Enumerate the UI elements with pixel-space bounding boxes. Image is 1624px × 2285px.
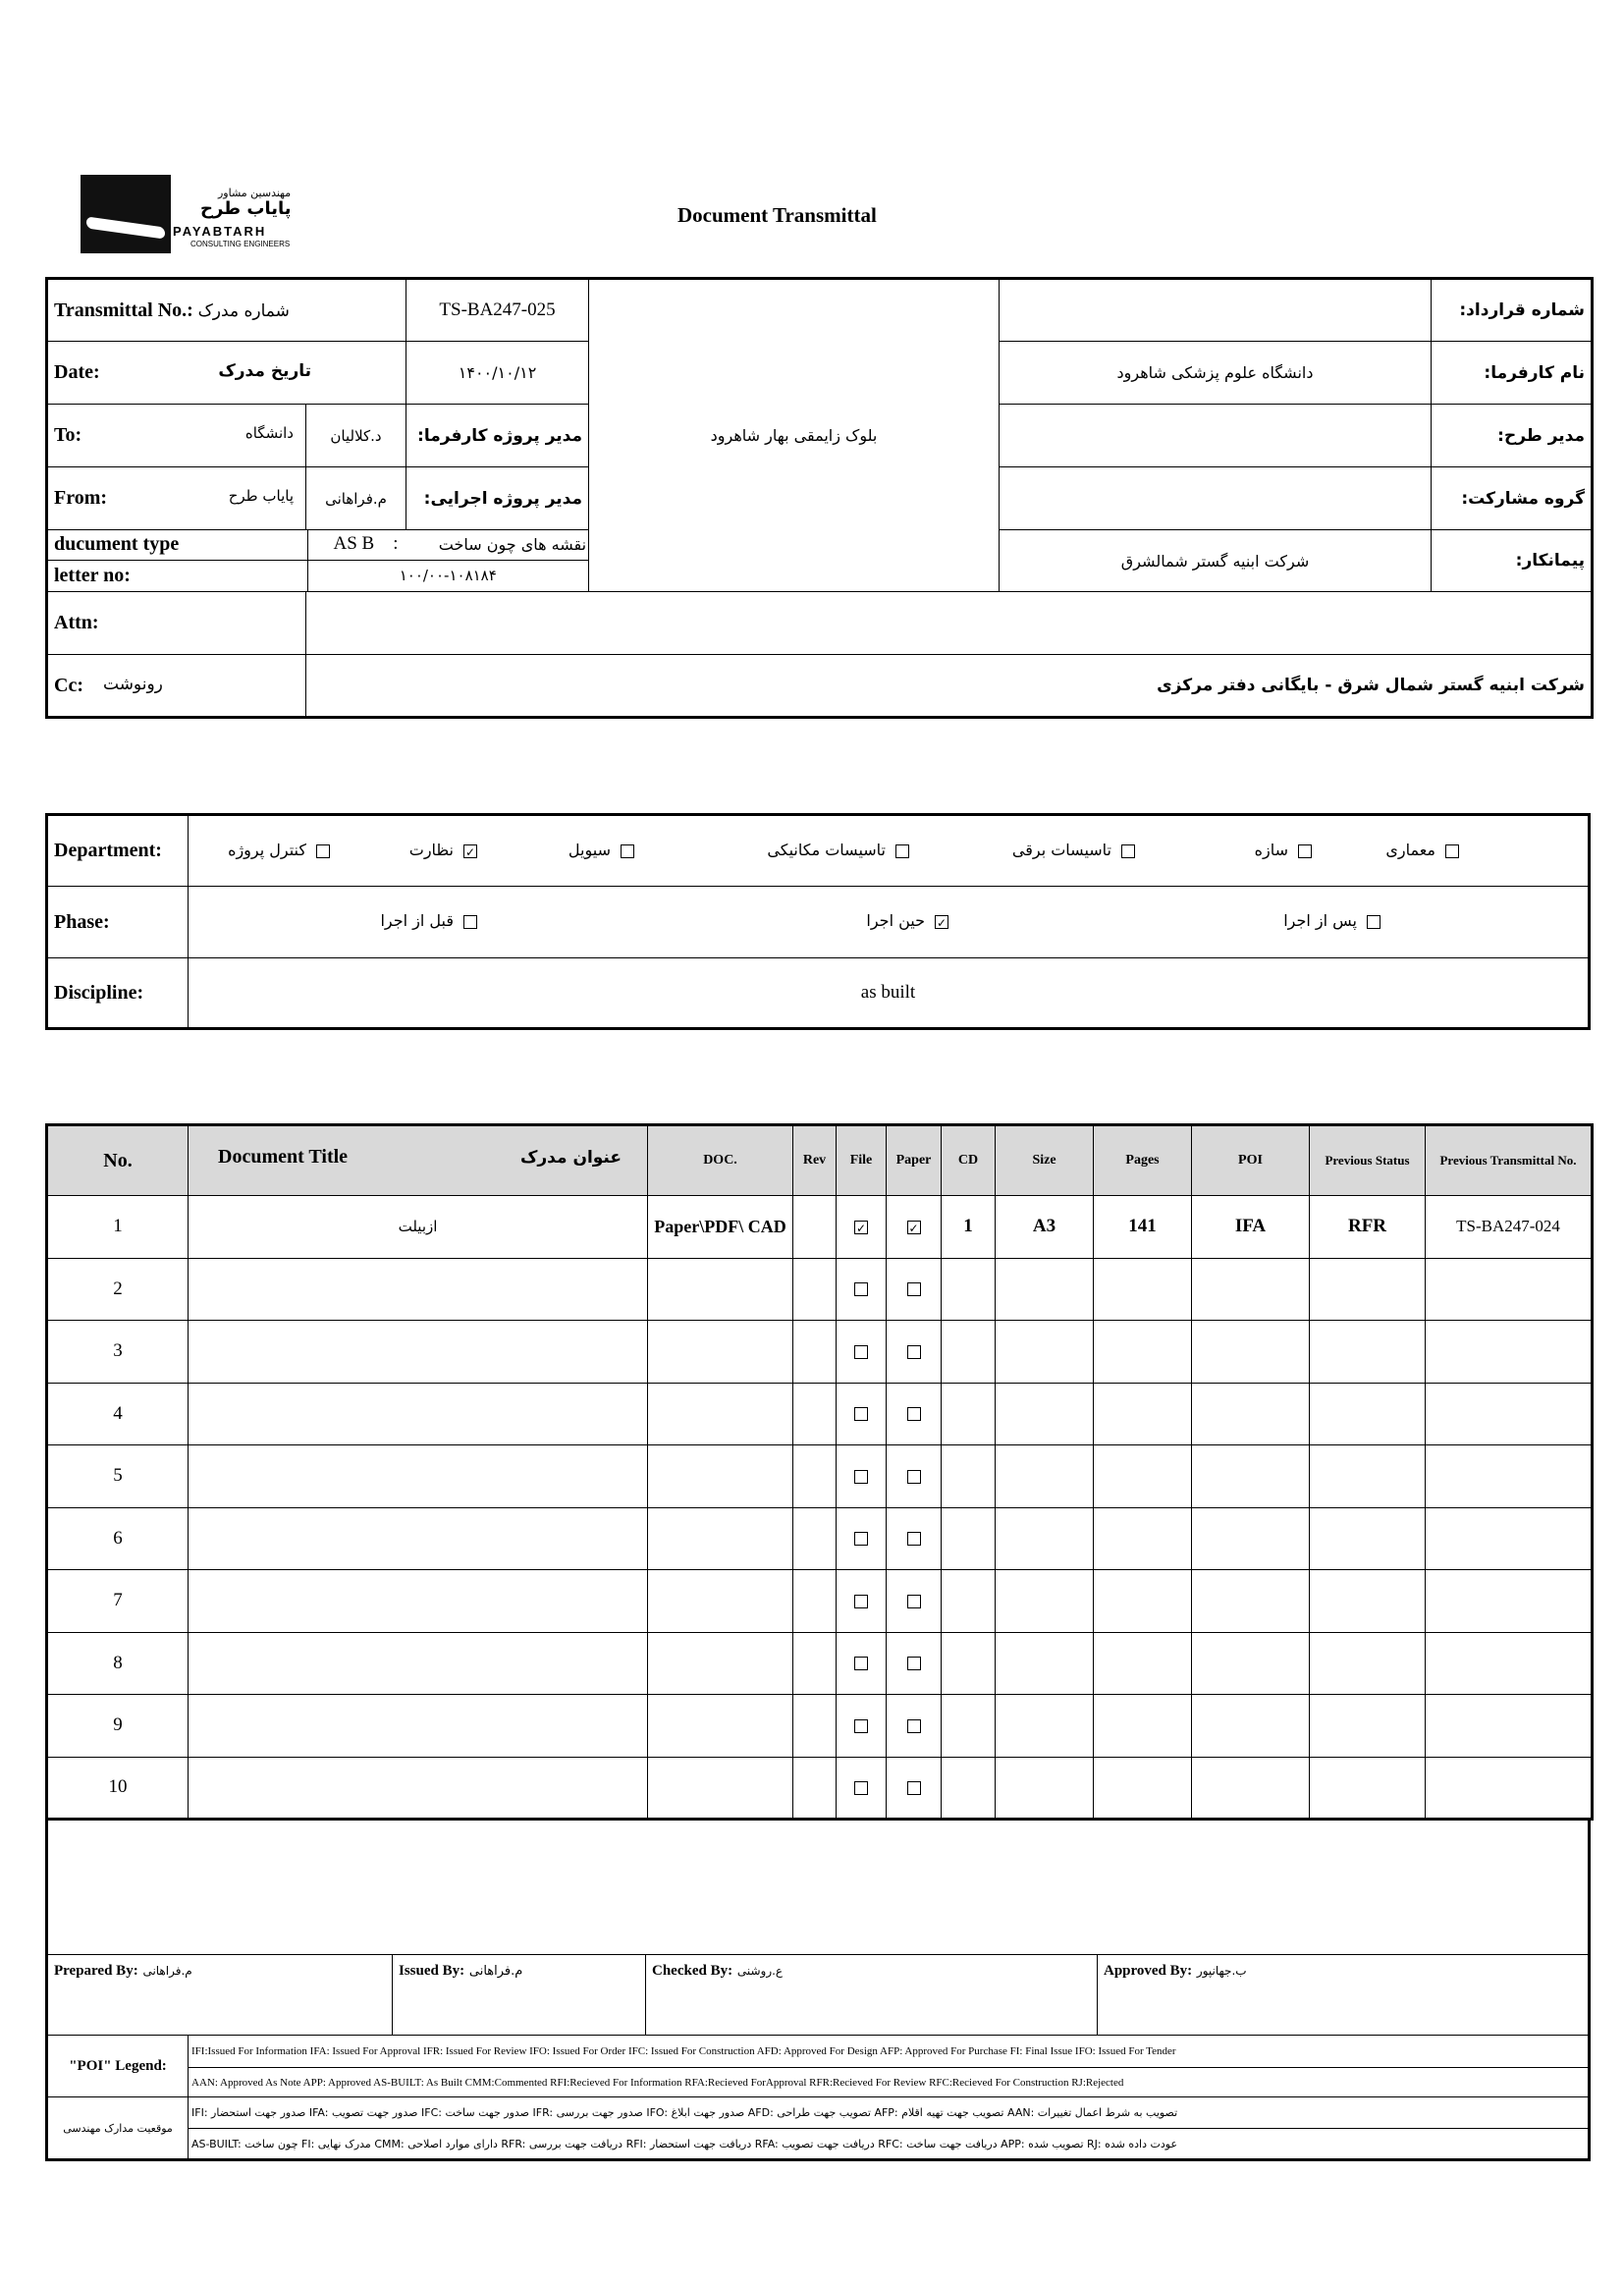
file-checkbox[interactable]: ✓	[855, 1221, 867, 1235]
file-checkbox[interactable]	[854, 1657, 868, 1670]
cell-no: 2	[47, 1258, 189, 1321]
cell-file	[837, 1196, 887, 1259]
contractor: شرکت ابنیه گستر شمالشرق	[1000, 530, 1432, 592]
cell-poi	[1192, 1445, 1310, 1508]
cell-pages	[1094, 1321, 1192, 1384]
header-table	[45, 277, 1594, 719]
col-size: Size	[996, 1125, 1094, 1196]
phase-checkbox[interactable]	[463, 915, 477, 929]
cell-file	[837, 1258, 887, 1321]
cell-poi	[1192, 1321, 1310, 1384]
cell-doc	[648, 1321, 793, 1384]
cell-paper	[887, 1196, 942, 1259]
cell-prev-trans	[1426, 1695, 1593, 1758]
attn-label: Attn:	[47, 592, 306, 655]
cell-rev	[793, 1321, 837, 1384]
cell-prev-status	[1310, 1445, 1426, 1508]
design-manager-label: مدیر طرح:	[1432, 405, 1593, 467]
cell-file	[837, 1507, 887, 1570]
cell-poi	[1192, 1757, 1310, 1820]
doc-type-cell	[307, 530, 588, 560]
cell-title	[189, 1383, 648, 1445]
transmittal-no-label-fa: شماره مدرک	[197, 300, 290, 321]
cell-paper	[887, 1757, 942, 1820]
issued-by-cell	[393, 1955, 646, 2036]
cell-cd	[942, 1695, 996, 1758]
to-label: To:	[54, 424, 82, 446]
cell-rev	[793, 1196, 837, 1259]
legend-line3: IFI: صدور جهت استحضار IFA: صدور جهت تصویب IFC: صدور جهت ساخت IFR: صدور جهت بررسی IFO: صدور جهت ابلاغ AFD: تصویب جهت طراحی AFP: تصویب جهت تهیه اقلام AAN: تصویب به شرط اعمال تغییرات	[189, 2097, 1590, 2129]
cell-cd	[942, 1507, 996, 1570]
cell-prev-status	[1310, 1570, 1426, 1633]
cell-poi	[1192, 1507, 1310, 1570]
cell-cd	[942, 1321, 996, 1384]
cell-no: 7	[47, 1570, 189, 1633]
partner-label: گروه مشارکت:	[1432, 467, 1593, 530]
cell-prev-trans	[1426, 1570, 1593, 1633]
cell-prev-status	[1310, 1632, 1426, 1695]
cell-poi	[1192, 1383, 1310, 1445]
col-no: No.	[47, 1125, 189, 1196]
checked-by-label: Checked By:	[652, 1963, 733, 1979]
col-file: File	[837, 1125, 887, 1196]
department-option[interactable]	[350, 840, 477, 861]
date-value: ۱۴۰۰/۱۰/۱۲	[406, 342, 589, 405]
col-paper: Paper	[887, 1125, 942, 1196]
logo-fa-line1: مهندسین مشاور	[218, 187, 292, 199]
partner	[1000, 467, 1432, 530]
phase-option-label: قبل از اجرا	[380, 911, 454, 930]
cell-paper	[887, 1321, 942, 1384]
project-name: بلوک زایمقی بهار شاهرود	[589, 279, 1000, 592]
cell-rev	[793, 1757, 837, 1820]
cell-file	[837, 1757, 887, 1820]
to-person: د.کلالیان	[306, 405, 406, 467]
contract-no	[1000, 279, 1432, 342]
table-row	[47, 1321, 1593, 1384]
paper-checkbox[interactable]	[907, 1345, 921, 1359]
legend-line2: AAN: Approved As Note APP: Approved AS-BUILT: As Built CMM:Commented RFI:Recieved For Information RFA:Recieved ForApproval RFR:Recieved For Review RFC:Recieved For Construction RJ:Rejected	[189, 2068, 1590, 2097]
attn-value	[306, 592, 1593, 655]
cell-title	[189, 1258, 648, 1321]
footer-table	[45, 1818, 1591, 2161]
cell-title: ازبیلت	[189, 1196, 648, 1259]
col-title-en: Document Title	[218, 1146, 349, 1168]
department-checkbox[interactable]: ✓	[464, 844, 476, 859]
phase-options	[189, 887, 1588, 957]
checked-by: ع.روشنی	[736, 1964, 784, 1978]
cell-pages	[1094, 1570, 1192, 1633]
cell-size	[996, 1570, 1094, 1633]
departments-cell	[189, 815, 1590, 887]
legend-fa-label: موقعیت مدارک مهندسی	[47, 2097, 189, 2160]
cell-paper	[887, 1695, 942, 1758]
doc-type-subtable	[48, 530, 588, 591]
cell-paper	[887, 1632, 942, 1695]
cell-file	[837, 1632, 887, 1695]
cell-paper	[887, 1258, 942, 1321]
logo-fa-line2: پایاب طرح	[200, 198, 292, 219]
paper-checkbox[interactable]	[907, 1781, 921, 1795]
cell-prev-trans	[1426, 1632, 1593, 1695]
cell-prev-status: RFR	[1310, 1196, 1426, 1259]
cell-title	[189, 1757, 648, 1820]
prepared-by: م.فراهانی	[142, 1964, 192, 1978]
page-title: Document Transmittal	[677, 203, 877, 227]
client-label: نام کارفرما:	[1432, 342, 1593, 405]
cc-label-fa: رونوشت	[103, 675, 163, 694]
document-table	[45, 1123, 1594, 1821]
col-title-fa: عنوان مدرک	[519, 1148, 622, 1168]
cell-doc	[648, 1383, 793, 1445]
cell-paper	[887, 1383, 942, 1445]
phase-option-label: پس از اجرا	[1283, 911, 1357, 930]
cell-rev	[793, 1632, 837, 1695]
department-checkbox[interactable]	[1121, 844, 1135, 858]
legend-line1: IFI:Issued For Information IFA: Issued For Approval IFR: Issued For Review IFO: Issued For Order IFC: Issued For Construction AFD: Approved For Design AFP: Approved For Purchase FI: Final Issue IFO: Issued For Tender	[189, 2036, 1590, 2068]
col-prev-trans: Previous Transmittal No.	[1426, 1125, 1593, 1196]
department-checkbox[interactable]	[316, 844, 330, 858]
contractor-label: پیمانکار:	[1432, 530, 1593, 592]
cell-prev-trans	[1426, 1757, 1593, 1820]
cell-cd	[942, 1632, 996, 1695]
department-option[interactable]	[1331, 840, 1459, 861]
cell-poi	[1192, 1570, 1310, 1633]
date-label-cell	[47, 342, 406, 405]
client-pm-label: مدیر پروژه کارفرما:	[406, 405, 589, 467]
cell-pages	[1094, 1632, 1192, 1695]
doc-type-label: ducument type	[48, 530, 307, 560]
cell-no: 3	[47, 1321, 189, 1384]
table-row	[47, 1196, 1593, 1259]
department-option-label: تاسیسات برقی	[1011, 841, 1111, 859]
cell-pages	[1094, 1757, 1192, 1820]
col-pages: Pages	[1094, 1125, 1192, 1196]
col-doc: DOC.	[648, 1125, 793, 1196]
cell-size: A3	[996, 1196, 1094, 1259]
cell-pages	[1094, 1507, 1192, 1570]
phase-option[interactable]	[821, 910, 948, 932]
contract-no-label: شماره قرارداد:	[1432, 279, 1593, 342]
cell-size	[996, 1507, 1094, 1570]
col-title	[189, 1125, 648, 1196]
department-option-label: نظارت	[408, 841, 454, 859]
cell-size	[996, 1695, 1094, 1758]
legend-line4: AS-BUILT: چون ساخت FI: مدرک نهایی CMM: دارای موارد اصلاحی RFR: دریافت جهت بررسی RFI: دریافت جهت استحضار RFA: دریافت جهت تصویب RFC: دریافت جهت ساخت APP: تصویب شده RJ: عودت داده شده	[189, 2129, 1590, 2160]
cell-size	[996, 1383, 1094, 1445]
cell-prev-status	[1310, 1507, 1426, 1570]
design-manager	[1000, 405, 1432, 467]
department-label: Department:	[47, 815, 189, 887]
col-rev: Rev	[793, 1125, 837, 1196]
transmittal-no: TS-BA247-025	[406, 279, 589, 342]
paper-checkbox[interactable]	[907, 1719, 921, 1733]
letter-no: ۱۰۰/۰۰-۱۰۸۱۸۴	[307, 560, 588, 591]
phase-option[interactable]	[1253, 910, 1380, 932]
phases-cell	[189, 887, 1590, 958]
paper-checkbox[interactable]	[907, 1407, 921, 1421]
table-row	[47, 1507, 1593, 1570]
cell-no: 5	[47, 1445, 189, 1508]
col-prev-status: Previous Status	[1310, 1125, 1426, 1196]
department-option-label: معماری	[1385, 841, 1435, 859]
classification-table	[45, 813, 1591, 1030]
paper-checkbox[interactable]	[907, 1470, 921, 1484]
from-person: م.فراهانی	[306, 467, 406, 530]
date-label: Date:	[54, 361, 100, 383]
issued-by: م.فراهانی	[468, 1964, 523, 1979]
cell-rev	[793, 1258, 837, 1321]
cell-rev	[793, 1445, 837, 1508]
transmittal-no-label-cell	[47, 279, 406, 342]
cell-title	[189, 1570, 648, 1633]
cell-cd	[942, 1445, 996, 1508]
file-checkbox[interactable]	[854, 1470, 868, 1484]
cell-doc	[648, 1258, 793, 1321]
phase-checkbox[interactable]: ✓	[936, 915, 947, 930]
cell-poi	[1192, 1258, 1310, 1321]
cell-pages	[1094, 1258, 1192, 1321]
file-checkbox[interactable]	[854, 1345, 868, 1359]
department-option[interactable]	[767, 840, 909, 861]
cell-pages: 141	[1094, 1196, 1192, 1259]
table-row	[47, 1445, 1593, 1508]
phase-option-label: حین اجرا	[866, 911, 925, 930]
department-option-label: کنترل پروژه	[228, 841, 306, 859]
exec-pm-label: مدیر پروژه اجرایی:	[406, 467, 589, 530]
approved-by: ب.جهانپور	[1196, 1964, 1247, 1978]
cell-cd	[942, 1258, 996, 1321]
from-cell	[47, 467, 306, 530]
file-checkbox[interactable]	[854, 1532, 868, 1546]
table-row	[47, 1632, 1593, 1695]
cell-paper	[887, 1507, 942, 1570]
doc-type-value: AS B :	[333, 533, 399, 554]
cell-prev-trans	[1426, 1383, 1593, 1445]
table-row	[47, 1570, 1593, 1633]
table-row	[47, 1383, 1593, 1445]
cc-value: شرکت ابنیه گستر شمال شرق - بایگانی دفتر مرکزی	[306, 655, 1593, 718]
cell-prev-trans: TS-BA247-024	[1426, 1196, 1593, 1259]
discipline-label: Discipline:	[47, 958, 189, 1029]
department-option[interactable]	[1007, 840, 1135, 861]
cell-cd	[942, 1757, 996, 1820]
letter-no-label: letter no:	[48, 560, 307, 591]
logo-mark	[81, 175, 171, 253]
doc-type-fa: نقشه های چون ساخت	[438, 535, 587, 554]
cc-label: Cc:	[54, 674, 83, 696]
department-option-label: سیویل	[568, 841, 611, 859]
cell-prev-trans	[1426, 1321, 1593, 1384]
client-name: دانشگاه علوم پزشکی شاهرود	[1000, 342, 1432, 405]
date-label-fa: تاریخ مدرک	[218, 361, 312, 381]
phase-checkbox[interactable]	[1367, 915, 1380, 929]
department-checkbox[interactable]	[895, 844, 909, 858]
blank-area	[47, 1820, 1590, 1955]
cell-doc	[648, 1570, 793, 1633]
cell-prev-status	[1310, 1383, 1426, 1445]
cell-doc	[648, 1757, 793, 1820]
department-option-label: تاسیسات مکانیکی	[767, 841, 886, 859]
file-checkbox[interactable]	[854, 1595, 868, 1608]
cell-prev-status	[1310, 1757, 1426, 1820]
file-checkbox[interactable]	[854, 1781, 868, 1795]
table-row	[47, 1258, 1593, 1321]
phase-label: Phase:	[47, 887, 189, 958]
cell-rev	[793, 1507, 837, 1570]
table-row	[47, 1757, 1593, 1820]
cell-file	[837, 1695, 887, 1758]
issued-by-label: Issued By:	[399, 1963, 465, 1979]
paper-checkbox[interactable]: ✓	[908, 1221, 919, 1235]
cell-paper	[887, 1445, 942, 1508]
phase-option[interactable]	[350, 910, 477, 932]
file-checkbox[interactable]	[854, 1719, 868, 1733]
cell-size	[996, 1757, 1094, 1820]
cell-doc	[648, 1632, 793, 1695]
approved-by-cell	[1098, 1955, 1590, 2036]
department-option[interactable]	[1184, 840, 1312, 861]
cell-no: 6	[47, 1507, 189, 1570]
cell-poi	[1192, 1695, 1310, 1758]
department-option-label: سازه	[1254, 841, 1288, 859]
doc-type-letter-cell	[47, 530, 589, 592]
cell-file	[837, 1321, 887, 1384]
department-checkbox[interactable]	[1298, 844, 1312, 858]
cell-prev-status	[1310, 1258, 1426, 1321]
cell-no: 4	[47, 1383, 189, 1445]
paper-checkbox[interactable]	[907, 1657, 921, 1670]
from-label: From:	[54, 487, 108, 509]
prepared-by-label: Prepared By:	[54, 1963, 138, 1979]
file-checkbox[interactable]	[854, 1282, 868, 1296]
department-checkbox[interactable]	[1445, 844, 1459, 858]
cell-file	[837, 1445, 887, 1508]
cell-rev	[793, 1383, 837, 1445]
cell-prev-trans	[1426, 1507, 1593, 1570]
to-cell	[47, 405, 306, 467]
cell-cd	[942, 1570, 996, 1633]
table-row	[47, 1695, 1593, 1758]
company-logo	[81, 175, 297, 253]
cc-cell	[47, 655, 306, 718]
cell-no: 1	[47, 1196, 189, 1259]
cell-pages	[1094, 1445, 1192, 1508]
department-option[interactable]	[507, 840, 634, 861]
cell-size	[996, 1321, 1094, 1384]
checked-by-cell	[646, 1955, 1098, 2036]
cell-size	[996, 1258, 1094, 1321]
from-org: پایاب طرح	[228, 487, 294, 505]
logo-en-sub: CONSULTING ENGINEERS	[190, 240, 291, 248]
paper-checkbox[interactable]	[907, 1532, 921, 1546]
col-poi: POI	[1192, 1125, 1310, 1196]
cell-prev-trans	[1426, 1258, 1593, 1321]
cell-prev-trans	[1426, 1445, 1593, 1508]
cell-no: 8	[47, 1632, 189, 1695]
cell-rev	[793, 1695, 837, 1758]
cell-doc	[648, 1507, 793, 1570]
cell-title	[189, 1445, 648, 1508]
department-options	[189, 816, 1588, 886]
cell-doc	[648, 1695, 793, 1758]
transmittal-no-label: Transmittal No.:	[54, 299, 193, 321]
approved-by-label: Approved By:	[1104, 1963, 1193, 1979]
discipline-value: as built	[189, 958, 1590, 1029]
cell-size	[996, 1632, 1094, 1695]
cell-cd: 1	[942, 1196, 996, 1259]
cell-doc: Paper\PDF\ CAD	[648, 1196, 793, 1259]
cell-pages	[1094, 1383, 1192, 1445]
cell-poi	[1192, 1632, 1310, 1695]
cell-no: 10	[47, 1757, 189, 1820]
cell-no: 9	[47, 1695, 189, 1758]
cell-prev-status	[1310, 1695, 1426, 1758]
cell-title	[189, 1321, 648, 1384]
department-option[interactable]	[202, 840, 330, 861]
cell-file	[837, 1383, 887, 1445]
col-cd: CD	[942, 1125, 996, 1196]
cell-file	[837, 1570, 887, 1633]
cell-prev-status	[1310, 1321, 1426, 1384]
cell-rev	[793, 1570, 837, 1633]
cell-size	[996, 1445, 1094, 1508]
cell-paper	[887, 1570, 942, 1633]
cell-poi: IFA	[1192, 1196, 1310, 1259]
cell-title	[189, 1632, 648, 1695]
logo-en: PAYABTARH	[173, 224, 267, 239]
department-checkbox[interactable]	[621, 844, 634, 858]
legend-label: "POI" Legend:	[47, 2036, 189, 2097]
cell-title	[189, 1507, 648, 1570]
cell-cd	[942, 1383, 996, 1445]
cell-title	[189, 1695, 648, 1758]
file-checkbox[interactable]	[854, 1407, 868, 1421]
paper-checkbox[interactable]	[907, 1282, 921, 1296]
to-org: دانشگاه	[244, 424, 294, 442]
cell-pages	[1094, 1695, 1192, 1758]
paper-checkbox[interactable]	[907, 1595, 921, 1608]
cell-doc	[648, 1445, 793, 1508]
prepared-by-cell	[47, 1955, 393, 2036]
